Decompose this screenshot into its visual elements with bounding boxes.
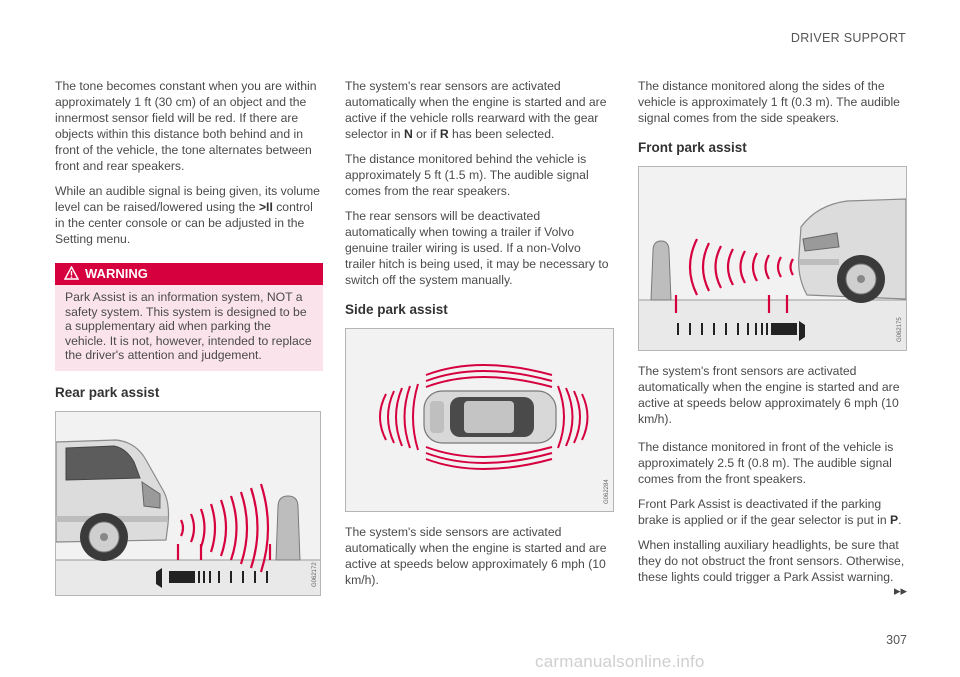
rear-park-assist-heading: Rear park assist <box>55 384 160 400</box>
front-park-assist-illustration <box>639 167 906 350</box>
warning-title: WARNING <box>55 263 323 285</box>
paragraph-rear-activation: The system's rear sensors are activated automatically when the engine is started and are active if the vehicle rolls rearward with the gear selector in N or if R has been selected. <box>345 79 607 141</box>
figure-code: G062172 <box>312 561 318 587</box>
column-1 <box>55 78 323 596</box>
warning-icon <box>64 266 79 280</box>
side-park-assist-figure <box>345 328 614 512</box>
figure-code: G062175 <box>897 317 903 342</box>
paragraph-tone: The tone becomes constant when you are within approximately 1 ft (30 cm) of an object and the innermost sensor field will be red. If there are objects within this distance both behind and in front of the vehicle, the tone alternates between front and rear speakers. <box>55 79 317 173</box>
continue-arrows-icon: ▸▸ <box>893 583 907 598</box>
rear-park-assist-figure <box>55 411 321 596</box>
figure-code: G062284 <box>604 479 610 504</box>
paragraph-front-distance: The distance monitored in front of the vehicle is approximately 2.5 ft (0.8 m). The audible signal comes from the front speakers. <box>638 440 894 486</box>
warning-box <box>55 263 323 371</box>
warning-text: Park Assist is an information system, NOT a safety system. This system is designed to be a supplementary aid when parking the vehicle. It is not, however, intended to replace the driver's attention and judgement. <box>65 290 312 362</box>
side-park-assist-heading: Side park assist <box>345 302 448 317</box>
obstacle-post-icon <box>276 496 300 560</box>
obstacle-post-icon <box>651 241 671 300</box>
front-park-assist-figure <box>638 166 907 351</box>
section-header: DRIVER SUPPORT <box>790 31 906 45</box>
watermark: carmanualsonline.info <box>535 652 705 671</box>
rear-park-assist-illustration <box>56 412 320 595</box>
car-top-view-icon <box>424 391 556 443</box>
page-number: 307 <box>886 633 907 647</box>
paragraph-volume: While an audible signal is being given, its volume level can be raised/lowered using the >II control in the center console or can be adjusted in the Setting menu. <box>55 184 320 246</box>
paragraph-trailer: The rear sensors will be deactivated automatically when towing a trailer if Volvo genuine trailer wiring is used. If a non-Volvo trailer hitch is being used, it may be necessary to switch off the system manually. <box>345 209 609 287</box>
column-2 <box>345 78 613 597</box>
front-park-assist-heading: Front park assist <box>638 140 747 155</box>
side-park-assist-illustration <box>346 329 613 511</box>
paragraph-front-activation: The system's front sensors are activated automatically when the engine is started and are active at speeds below approximately 6 mph (10 km/h). <box>638 364 900 426</box>
paragraph-side-activation: The system's side sensors are activated automatically when the engine is started and are active at speeds below approximately 6 mph (10 km/h). <box>345 525 607 587</box>
paragraph-side-distance: The distance monitored along the sides of the vehicle is approximately 1 ft (0.3 m). The audible signal comes from the side speakers. <box>638 79 900 125</box>
paragraph-aux-headlights: When installing auxiliary headlights, be sure that they do not obstruct the front sensors. Otherwise, these lights could trigger a Park Assist warning. <box>638 538 905 584</box>
car-front-icon <box>799 199 906 303</box>
paragraph-rear-distance: The distance monitored behind the vehicle is approximately 5 ft (1.5 m). The audible signal comes from the rear speakers. <box>345 152 589 198</box>
column-3 <box>638 78 906 594</box>
paragraph-front-deactivation: Front Park Assist is deactivated if the parking brake is applied or if the gear selector is put in P. <box>638 497 902 527</box>
volume-key: >II <box>258 200 273 214</box>
